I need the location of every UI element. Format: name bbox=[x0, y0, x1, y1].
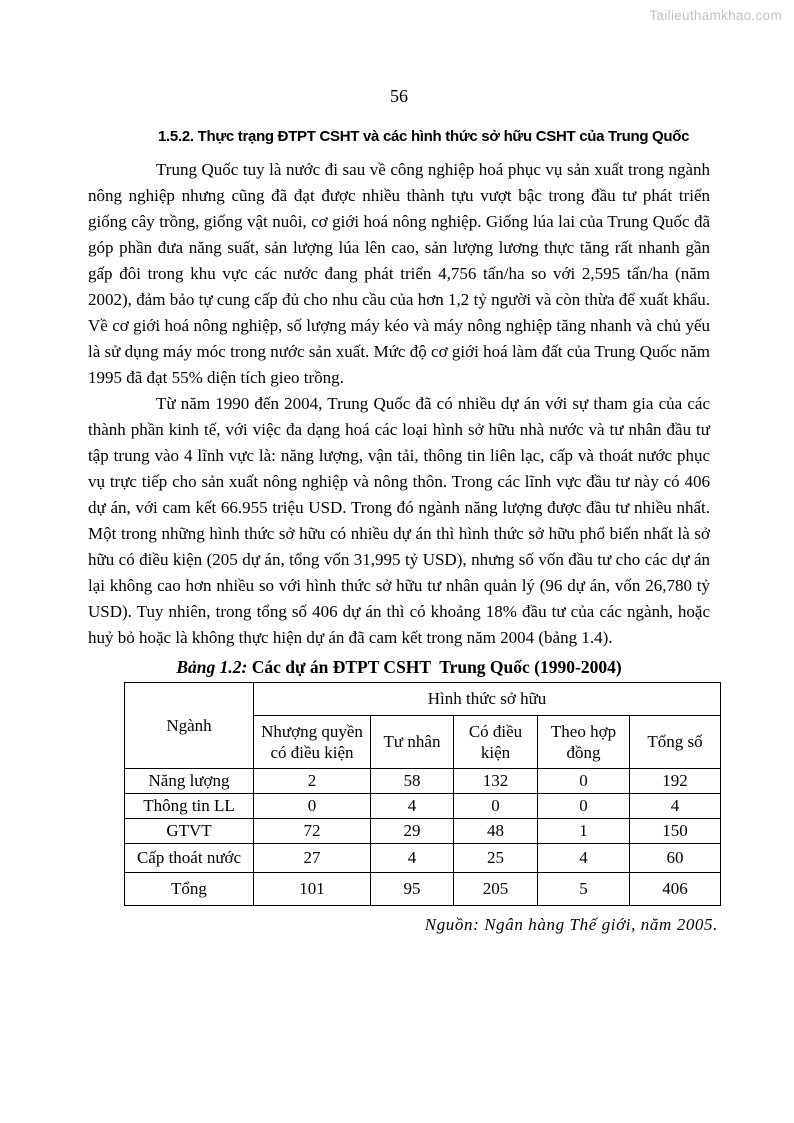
row-label: Cấp thoát nước bbox=[125, 844, 254, 873]
cell: 25 bbox=[454, 844, 538, 873]
table-row bbox=[125, 794, 721, 819]
column-header-tu-nhan: Tư nhân bbox=[371, 716, 454, 769]
cell: 27 bbox=[254, 844, 371, 873]
table-caption bbox=[88, 657, 710, 678]
cell: 132 bbox=[454, 769, 538, 794]
paragraph-2: Từ năm 1990 đến 2004, Trung Quốc đã có nhiều dự án với sự tham gia của các thành phần kinh tế, với việc đa dạng hoá các loại hình sở hữu nhà nước và tư nhân đầu tư tập trung vào 4 lĩnh vực là: năng lượng, vận tải, thông tin liên lạc, cấp và thoát nước phục vụ trực tiếp cho sản xuất nông nghiệp và nông thôn. Trong các lĩnh vực đầu tư này có 406 dự án, với cam kết 66.955 triệu USD. Trong đó ngành năng lượng được đầu tư nhiều nhất. Một trong những hình thức sở hữu có nhiều dự án thì hình thức sở hữu phổ biến nhất là sở hữu có điều kiện (205 dự án, tổng vốn 31,995 tỷ USD), nhưng số vốn đầu tư cho các dự án lại không cao hơn nhiều so với hình thức sở hữu tư nhân quản lý (96 dự án, vốn 26,780 tỷ USD). Tuy nhiên, trong tổng số 406 dự án thì có khoảng 18% đầu tư của các ngành, hoặc huỷ bỏ hoặc là không thực hiện dự án đã cam kết trong năm 2004 (bảng 1.4). bbox=[88, 394, 710, 647]
table-row-total bbox=[125, 873, 721, 906]
cell: 60 bbox=[630, 844, 721, 873]
row-label: Tổng bbox=[125, 873, 254, 906]
cell: 205 bbox=[454, 873, 538, 906]
group-header-ownership: Hình thức sở hữu bbox=[254, 683, 721, 716]
cell: 0 bbox=[454, 794, 538, 819]
cell: 4 bbox=[371, 844, 454, 873]
cell: 4 bbox=[630, 794, 721, 819]
cell: 406 bbox=[630, 873, 721, 906]
projects-table bbox=[124, 682, 721, 906]
table-source: Nguồn: Ngân hàng Thế giới, năm 2005. bbox=[424, 915, 718, 934]
cell: 101 bbox=[254, 873, 371, 906]
paragraph-1: Trung Quốc tuy là nước đi sau về công nghiệp hoá phục vụ sản xuất trong ngành nông nghiệp nhưng cũng đã đạt được nhiều thành tựu vượt bậc trong đầu tư phát triển giống cây trồng, giống vật nuôi, cơ giới hoá nông nghiệp. Giống lúa lai của Trung Quốc đã góp phần đưa năng suất, sản lượng lúa lên cao, sản lượng lương thực tăng rất nhanh gần gấp đôi trong khu vực các nước đang phát triển 4,756 tấn/ha so với 2,595 tấn/ha (năm 2002), đảm bảo tự cung cấp đủ cho nhu cầu của hơn 1,2 tỷ người và còn thừa để xuất khẩu. Về cơ giới hoá nông nghiệp, số lượng máy kéo và máy nông nghiệp tăng nhanh và chủ yếu là sử dụng máy móc trong nước sản xuất. Mức độ cơ giới hoá làm đất của Trung Quốc năm 1995 đã đạt 55% diện tích gieo trồng. bbox=[88, 160, 710, 387]
cell: 29 bbox=[371, 819, 454, 844]
column-header-nhuong-quyen: Nhượng quyền có điều kiện bbox=[254, 716, 371, 769]
cell: 1 bbox=[538, 819, 630, 844]
row-label: Thông tin LL bbox=[125, 794, 254, 819]
cell: 58 bbox=[371, 769, 454, 794]
table-caption-text: Các dự án ĐTPT CSHT Trung Quốc (1990-2004) bbox=[247, 657, 622, 677]
cell: 48 bbox=[454, 819, 538, 844]
row-label: GTVT bbox=[125, 819, 254, 844]
watermark: Tailieuthamkhao.com bbox=[649, 8, 782, 23]
cell: 0 bbox=[538, 769, 630, 794]
cell: 5 bbox=[538, 873, 630, 906]
cell: 95 bbox=[371, 873, 454, 906]
column-header-co-dieu-kien: Có điều kiện bbox=[454, 716, 538, 769]
cell: 4 bbox=[371, 794, 454, 819]
table-caption-label: Bảng 1.2: bbox=[176, 657, 248, 677]
cell: 0 bbox=[254, 794, 371, 819]
column-header-theo-hop-dong: Theo hợp đồng bbox=[538, 716, 630, 769]
table-row bbox=[125, 819, 721, 844]
column-header-nganh: Ngành bbox=[125, 683, 254, 769]
cell: 2 bbox=[254, 769, 371, 794]
table-row bbox=[125, 844, 721, 873]
cell: 4 bbox=[538, 844, 630, 873]
page-number: 56 bbox=[390, 86, 408, 106]
table-row bbox=[125, 769, 721, 794]
cell: 150 bbox=[630, 819, 721, 844]
cell: 0 bbox=[538, 794, 630, 819]
row-label: Năng lượng bbox=[125, 769, 254, 794]
cell: 72 bbox=[254, 819, 371, 844]
section-heading: 1.5.2. Thực trạng ĐTPT CSHT và các hình thức sở hữu CSHT của Trung Quốc bbox=[158, 128, 690, 145]
column-header-tong-so: Tổng số bbox=[630, 716, 721, 769]
cell: 192 bbox=[630, 769, 721, 794]
